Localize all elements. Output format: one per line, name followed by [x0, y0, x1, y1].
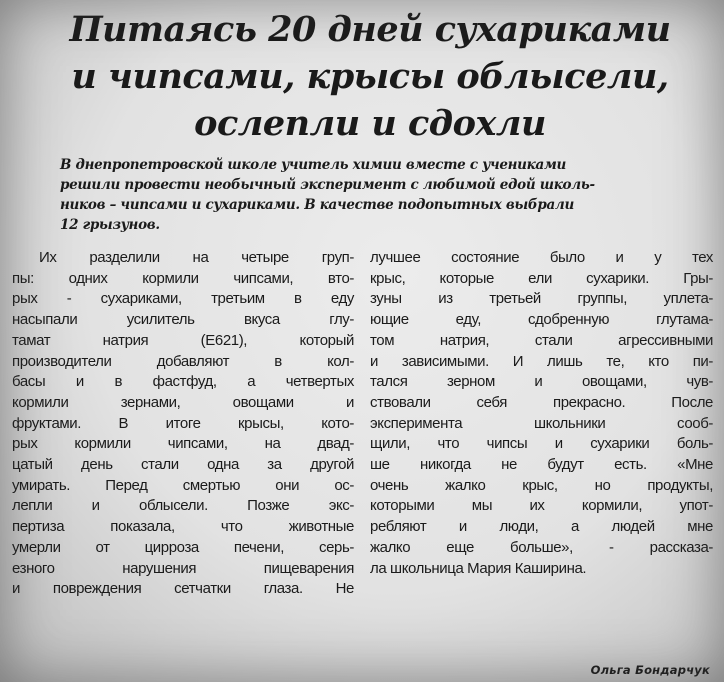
body-line: очень жалко крыс, но продукты, — [370, 476, 713, 494]
body-line: тался зерном и овощами, чув- — [370, 373, 713, 391]
body-line: Их разделили на четыре груп- — [39, 249, 354, 266]
body-line: цатый день стали одна за другой — [12, 456, 354, 474]
body-line: пертиза показала, что животные — [12, 518, 354, 536]
headline-line-3: ослепли и сдохли — [194, 103, 546, 144]
body-line: лучшее состояние было и у тех — [370, 249, 713, 266]
body-line: ребляют и люди, а людей мне — [370, 518, 713, 536]
body-line: щили, что чипсы и сухарики боль- — [370, 435, 713, 453]
body-line: которыми мы их кормили, упот- — [370, 497, 713, 515]
body-line: эксперимента школьники сооб- — [370, 414, 713, 432]
article-headline — [40, 6, 700, 147]
body-line: езного нарушения пищеварения — [12, 559, 354, 577]
article-body-right-column — [370, 248, 713, 579]
body-line: рых кормили чипсами, на двад- — [12, 435, 354, 453]
headline-line-2: и чипсами, крысы облысели, — [71, 56, 669, 97]
lead-line: В днепропетровской школе учитель химии вместе с учениками — [60, 157, 566, 173]
body-line: и зависимыми. И лишь те, кто пи- — [370, 352, 713, 370]
lead-line: решили провести необычный эксперимент с любимой едой школь- — [60, 177, 595, 193]
body-line: ствовали себя прекрасно. После — [370, 393, 713, 411]
lead-line: 12 грызунов. — [60, 217, 160, 233]
lead-line: ников – чипсами и сухариками. В качестве подопытных выбрали — [60, 197, 575, 213]
body-line: жалко еще больше», - рассказа- — [370, 538, 713, 556]
body-line: ющие еду, сдобренную глутама- — [370, 311, 713, 329]
article-lead — [60, 155, 715, 235]
article-body-left-column — [12, 248, 354, 600]
body-line: и повреждения сетчатки глаза. Не — [12, 580, 354, 598]
body-line: пы: одних кормили чипсами, вто- — [12, 269, 354, 287]
body-line: ла школьница Мария Каширина. — [370, 559, 587, 577]
body-line: зуны из третьей группы, уплета- — [370, 290, 713, 308]
body-line: рых - сухариками, третьим в еду — [12, 290, 354, 308]
body-line: том натрия, стали агрессивными — [370, 331, 713, 349]
body-line: кормили зернами, овощами и — [12, 393, 354, 411]
body-line: лепли и облысели. Позже экс- — [12, 497, 354, 515]
body-line: крыс, которые ели сухарики. Гры- — [370, 269, 713, 287]
body-line: фруктами. В итоге крысы, кото- — [12, 414, 354, 432]
headline-line-1: Питаясь 20 дней сухариками — [69, 9, 671, 50]
body-line: умерли от цирроза печени, серь- — [12, 538, 354, 556]
body-line: басы и в фастфуд, а четвертых — [12, 373, 354, 391]
body-line: тамат натрия (Е621), который — [12, 331, 354, 349]
author-byline: Ольга Бондарчук — [590, 663, 710, 677]
body-line: умирать. Перед смертью они ос- — [12, 476, 354, 494]
body-line: производители добавляют в кол- — [12, 352, 354, 370]
body-line: ше никогда не будут есть. «Мне — [370, 456, 713, 474]
body-line: насыпали усилитель вкуса глу- — [12, 311, 354, 329]
